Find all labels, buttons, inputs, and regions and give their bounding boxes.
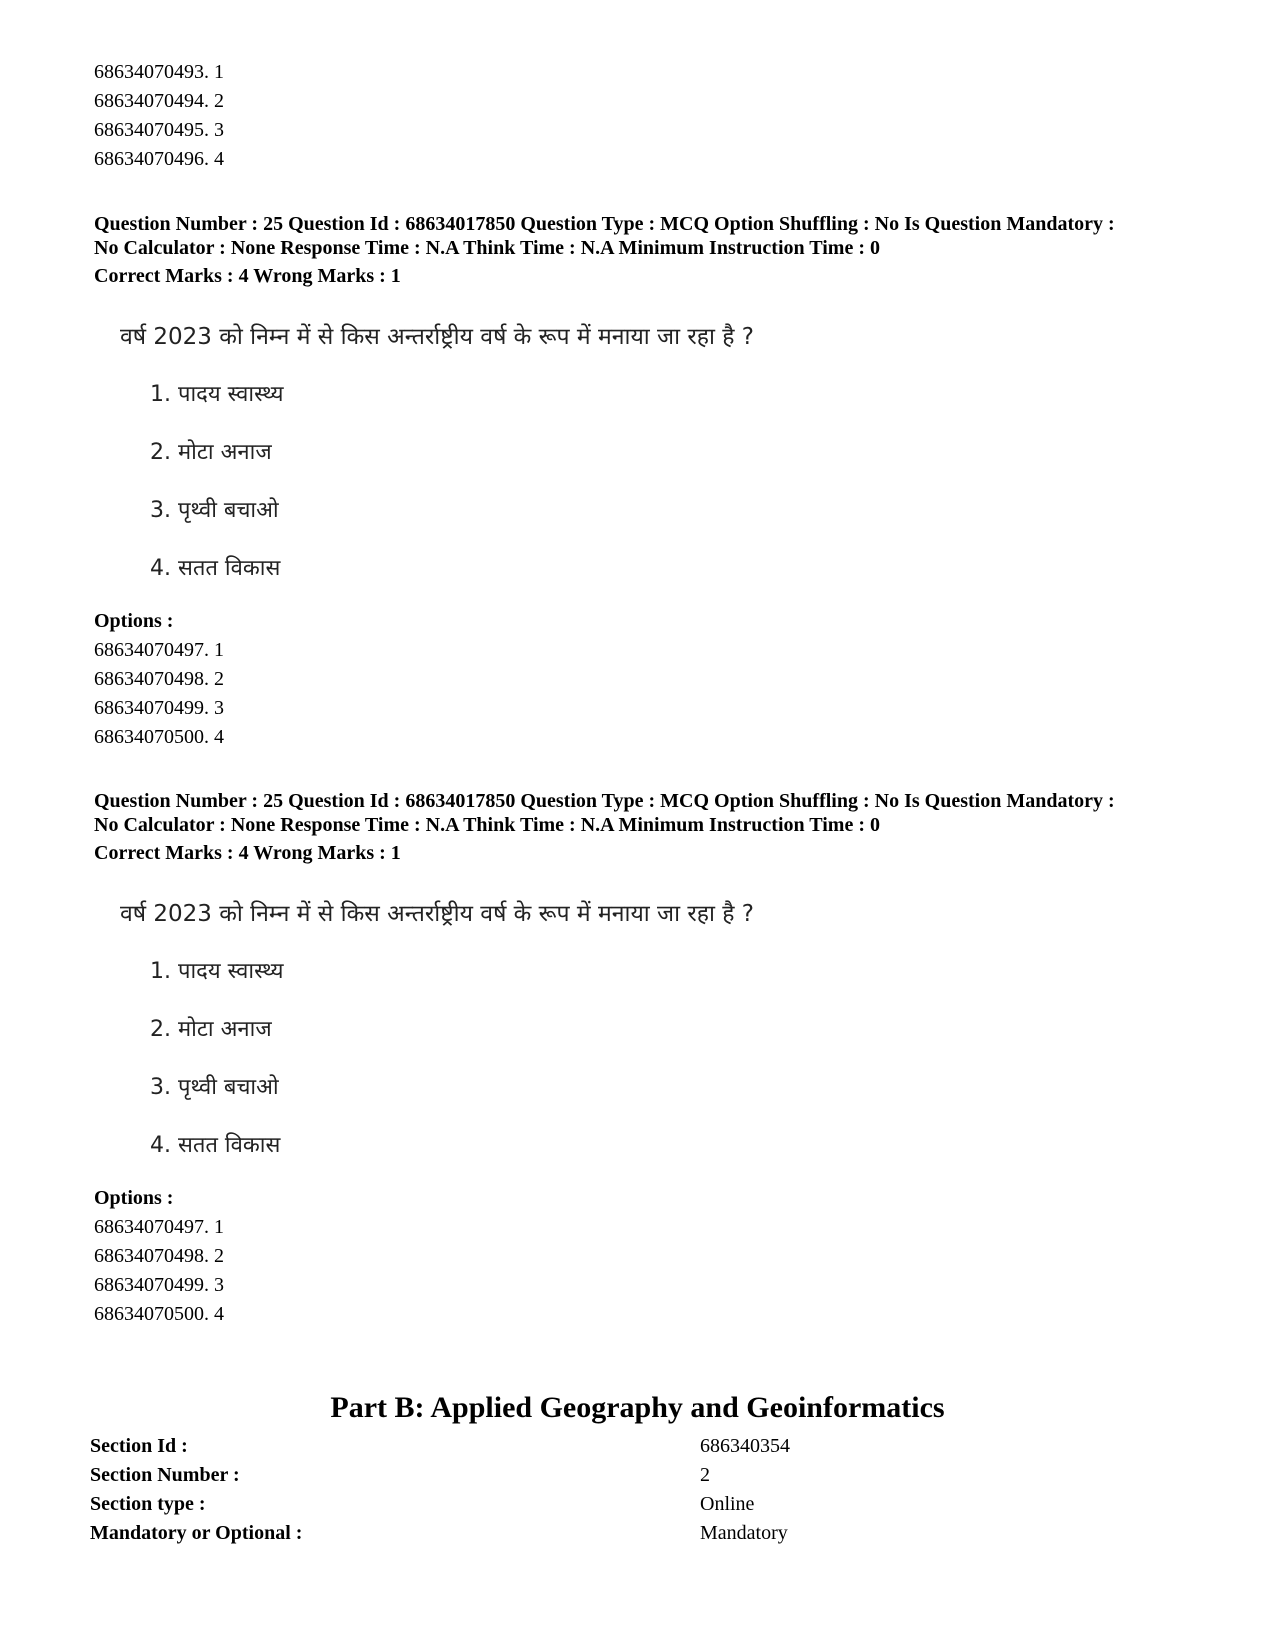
question-choice: 1. पादय स्वास्थ्य — [150, 959, 284, 984]
question-choice: 3. पृथ्वी बचाओ — [150, 498, 279, 523]
question-choice: 4. सतत विकास — [150, 1133, 281, 1158]
option-id: 68634070499. 3 — [94, 1274, 224, 1296]
option-id: 68634070499. 3 — [94, 697, 224, 719]
section-number-label: Section Number : — [90, 1464, 240, 1486]
section-title: Part B: Applied Geography and Geoinformatics — [330, 1391, 945, 1424]
question-meta: Question Number : 25 Question Id : 68634017850 Question Type : MCQ Option Shuffling : No Is Question Mandatory : — [94, 213, 1115, 235]
option-id: 68634070495. 3 — [94, 119, 224, 141]
question-choice: 4. सतत विकास — [150, 556, 281, 581]
option-id: 68634070498. 2 — [94, 668, 224, 690]
section-type-label: Section type : — [90, 1493, 206, 1515]
section-type-value: Online — [700, 1493, 755, 1515]
option-id: 68634070500. 4 — [94, 1303, 224, 1325]
section-id-value: 686340354 — [700, 1435, 790, 1457]
options-label: Options : — [94, 1187, 174, 1209]
question-marks: Correct Marks : 4 Wrong Marks : 1 — [94, 842, 401, 864]
question-choice: 3. पृथ्वी बचाओ — [150, 1075, 279, 1100]
mandatory-label: Mandatory or Optional : — [90, 1522, 303, 1544]
question-choice: 2. मोटा अनाज — [150, 1017, 272, 1042]
mandatory-value: Mandatory — [700, 1522, 788, 1544]
option-id: 68634070497. 1 — [94, 1216, 224, 1238]
question-meta: No Calculator : None Response Time : N.A Think Time : N.A Minimum Instruction Time : 0 — [94, 237, 880, 259]
section-number-value: 2 — [700, 1464, 710, 1486]
question-meta: Question Number : 25 Question Id : 68634017850 Question Type : MCQ Option Shuffling : No Is Question Mandatory : — [94, 790, 1115, 812]
option-id: 68634070497. 1 — [94, 639, 224, 661]
section-id-label: Section Id : — [90, 1435, 188, 1457]
option-id: 68634070498. 2 — [94, 1245, 224, 1267]
options-label: Options : — [94, 610, 174, 632]
question-choice: 2. मोटा अनाज — [150, 440, 272, 465]
question-text: वर्ष 2023 को निम्न में से किस अन्तर्राष्ट्रीय वर्ष के रूप में मनाया जा रहा है ? — [120, 901, 755, 927]
question-marks: Correct Marks : 4 Wrong Marks : 1 — [94, 265, 401, 287]
option-id: 68634070493. 1 — [94, 61, 224, 83]
question-text: वर्ष 2023 को निम्न में से किस अन्तर्राष्ट्रीय वर्ष के रूप में मनाया जा रहा है ? — [120, 324, 755, 350]
option-id: 68634070500. 4 — [94, 726, 224, 748]
option-id: 68634070496. 4 — [94, 148, 224, 170]
option-id: 68634070494. 2 — [94, 90, 224, 112]
question-meta: No Calculator : None Response Time : N.A Think Time : N.A Minimum Instruction Time : 0 — [94, 814, 880, 836]
question-choice: 1. पादय स्वास्थ्य — [150, 382, 284, 407]
